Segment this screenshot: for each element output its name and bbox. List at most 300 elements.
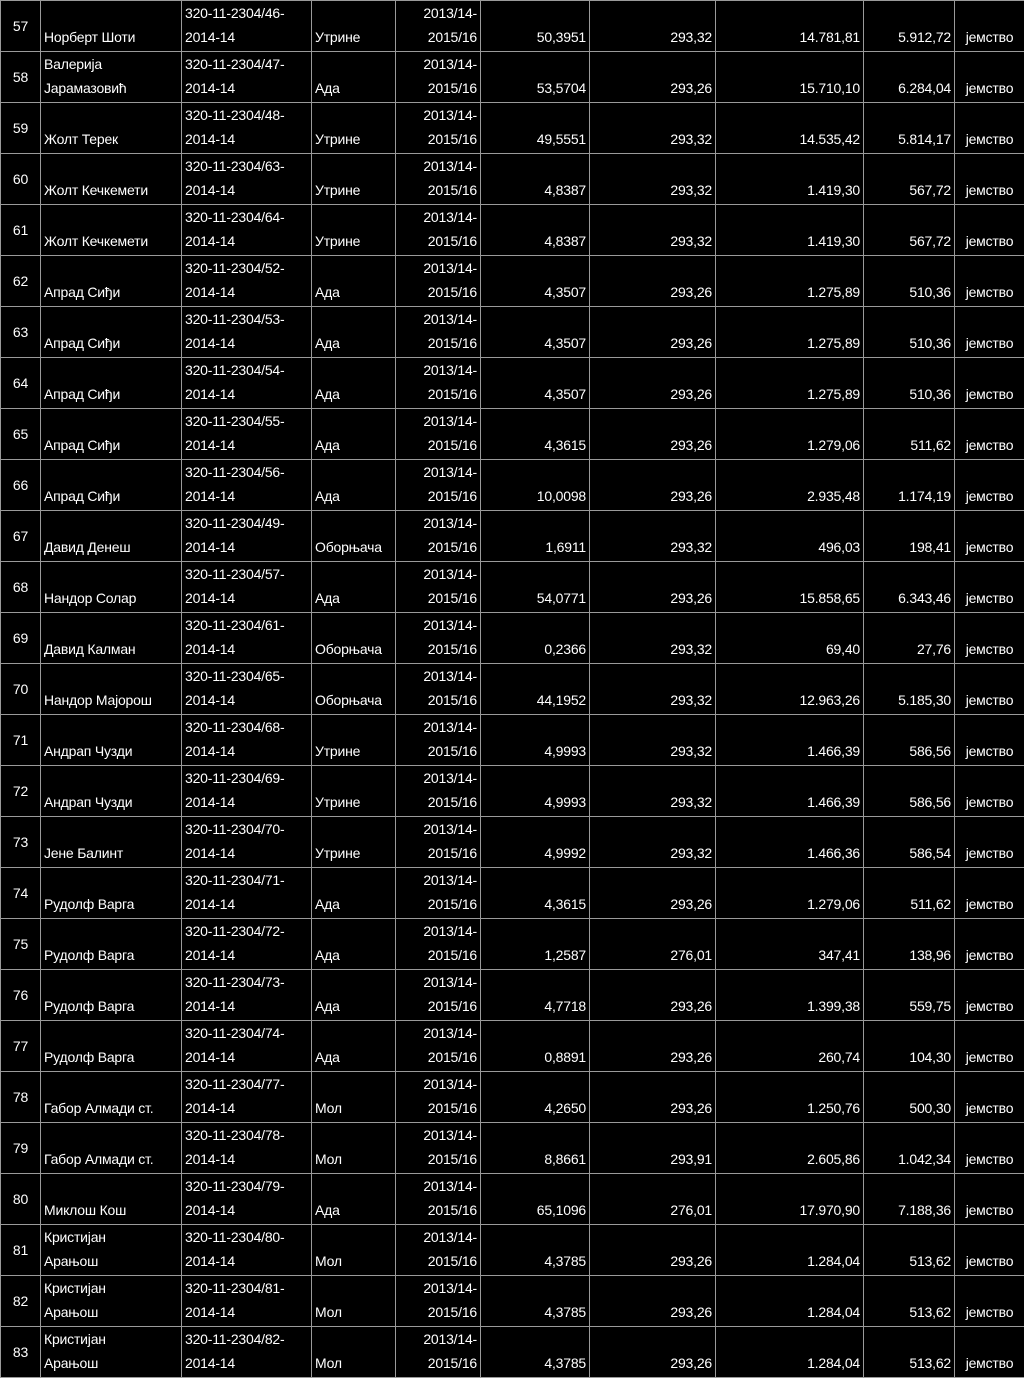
guarantee-type: јемство — [955, 103, 1024, 154]
unit-price: 293,32 — [590, 613, 716, 664]
case-number — [182, 1225, 312, 1276]
deposit-amount: 510,36 — [864, 256, 955, 307]
case-number — [182, 511, 312, 562]
owner-name — [41, 1123, 182, 1174]
guarantee-type: јемство — [955, 766, 1024, 817]
case-number — [182, 154, 312, 205]
guarantee-type: јемство — [955, 919, 1024, 970]
total-amount: 1.284,04 — [716, 1225, 864, 1276]
owner-name — [41, 562, 182, 613]
area-value: 4,9993 — [481, 715, 590, 766]
row-number: 58 — [1, 52, 41, 103]
unit-price: 293,26 — [590, 562, 716, 613]
total-amount: 1.275,89 — [716, 256, 864, 307]
cadastral-place: Ада — [312, 307, 396, 358]
case-number-line: 2014-14 — [185, 586, 311, 610]
case-number-line: 2014-14 — [185, 280, 311, 304]
cadastral-place: Утрине — [312, 817, 396, 868]
deposit-amount: 500,30 — [864, 1072, 955, 1123]
case-number-line: 2014-14 — [185, 1045, 311, 1069]
owner-name — [41, 205, 182, 256]
unit-price: 293,32 — [590, 205, 716, 256]
case-number-line: 320-11-2304/48- — [185, 103, 311, 127]
case-number-line: 2014-14 — [185, 1147, 311, 1171]
lease-period-line: 2015/16 — [399, 484, 477, 508]
case-number-line: 320-11-2304/69- — [185, 766, 311, 790]
unit-price: 293,32 — [590, 766, 716, 817]
lease-period — [396, 460, 481, 511]
lease-period-line: 2015/16 — [399, 1198, 477, 1222]
row-number: 57 — [1, 1, 41, 52]
case-number-line: 320-11-2304/74- — [185, 1021, 311, 1045]
table-row — [1, 256, 1024, 307]
row-number: 66 — [1, 460, 41, 511]
guarantee-type: јемство — [955, 1276, 1024, 1327]
owner-name-line: Габор Алмади ст. — [44, 1096, 178, 1120]
table-row — [1, 103, 1024, 154]
lease-period — [396, 1021, 481, 1072]
row-number: 65 — [1, 409, 41, 460]
owner-name — [41, 256, 182, 307]
table-row — [1, 919, 1024, 970]
case-number — [182, 1327, 312, 1378]
area-value: 4,3507 — [481, 358, 590, 409]
lease-period-line: 2015/16 — [399, 535, 477, 559]
guarantee-type: јемство — [955, 460, 1024, 511]
owner-name — [41, 1021, 182, 1072]
cadastral-place: Ада — [312, 52, 396, 103]
cadastral-place: Ада — [312, 256, 396, 307]
owner-name-line: Жолт Кечкемети — [44, 229, 178, 253]
total-amount: 1.275,89 — [716, 307, 864, 358]
owner-name — [41, 715, 182, 766]
case-number — [182, 613, 312, 664]
guarantee-type: јемство — [955, 307, 1024, 358]
deposit-amount: 198,41 — [864, 511, 955, 562]
case-number — [182, 664, 312, 715]
total-amount: 1.275,89 — [716, 358, 864, 409]
lease-period-line: 2013/14- — [399, 868, 477, 892]
lease-period-line: 2013/14- — [399, 256, 477, 280]
owner-name — [41, 664, 182, 715]
lease-period-line: 2013/14- — [399, 205, 477, 229]
owner-name-line: Габор Алмади ст. — [44, 1147, 178, 1171]
case-number-line: 320-11-2304/63- — [185, 154, 311, 178]
area-value: 8,8661 — [481, 1123, 590, 1174]
case-number-line: 320-11-2304/64- — [185, 205, 311, 229]
unit-price: 293,26 — [590, 307, 716, 358]
total-amount: 347,41 — [716, 919, 864, 970]
cadastral-place: Ада — [312, 919, 396, 970]
unit-price: 293,26 — [590, 52, 716, 103]
table-row — [1, 154, 1024, 205]
lease-period — [396, 1174, 481, 1225]
guarantee-type: јемство — [955, 154, 1024, 205]
lease-period-line: 2013/14- — [399, 970, 477, 994]
table-row — [1, 460, 1024, 511]
lease-period-line: 2015/16 — [399, 1147, 477, 1171]
owner-name — [41, 307, 182, 358]
total-amount: 1.399,38 — [716, 970, 864, 1021]
lease-period — [396, 1072, 481, 1123]
lease-period-line: 2013/14- — [399, 1021, 477, 1045]
case-number — [182, 1174, 312, 1225]
cadastral-place: Мол — [312, 1327, 396, 1378]
owner-name — [41, 1, 182, 52]
deposit-amount: 1.174,19 — [864, 460, 955, 511]
case-number-line: 320-11-2304/61- — [185, 613, 311, 637]
lease-period-line: 2015/16 — [399, 637, 477, 661]
total-amount: 2.935,48 — [716, 460, 864, 511]
unit-price: 293,26 — [590, 868, 716, 919]
total-amount: 1.284,04 — [716, 1276, 864, 1327]
table-row — [1, 409, 1024, 460]
case-number — [182, 1, 312, 52]
owner-name-line: Норберт Шоти — [44, 25, 178, 49]
case-number — [182, 1021, 312, 1072]
area-value: 4,2650 — [481, 1072, 590, 1123]
area-value: 49,5551 — [481, 103, 590, 154]
lease-period — [396, 919, 481, 970]
case-number-line: 2014-14 — [185, 331, 311, 355]
unit-price: 293,26 — [590, 1225, 716, 1276]
owner-name-line: Арањош — [44, 1249, 178, 1273]
case-number-line: 2014-14 — [185, 1198, 311, 1222]
cadastral-place: Утрине — [312, 715, 396, 766]
area-value: 53,5704 — [481, 52, 590, 103]
lease-period — [396, 562, 481, 613]
lease-period-line: 2013/14- — [399, 103, 477, 127]
guarantee-type: јемство — [955, 52, 1024, 103]
unit-price: 293,26 — [590, 256, 716, 307]
cadastral-place: Мол — [312, 1276, 396, 1327]
lease-period-line: 2015/16 — [399, 127, 477, 151]
owner-name-line: Андрап Чузди — [44, 739, 178, 763]
case-number-line: 320-11-2304/54- — [185, 358, 311, 382]
owner-name-line: Кристијан — [44, 1327, 178, 1351]
area-value: 4,3507 — [481, 307, 590, 358]
lease-period-line: 2013/14- — [399, 1, 477, 25]
case-number — [182, 460, 312, 511]
table-row — [1, 664, 1024, 715]
unit-price: 293,26 — [590, 358, 716, 409]
table-row — [1, 1327, 1024, 1378]
table-row — [1, 1276, 1024, 1327]
deposit-amount: 586,56 — [864, 766, 955, 817]
table-row — [1, 1174, 1024, 1225]
unit-price: 293,26 — [590, 409, 716, 460]
owner-name-line: Рудолф Варга — [44, 994, 178, 1018]
lease-period-line: 2013/14- — [399, 409, 477, 433]
case-number-line: 320-11-2304/72- — [185, 919, 311, 943]
total-amount: 1.419,30 — [716, 154, 864, 205]
table-row — [1, 562, 1024, 613]
lease-period-line: 2013/14- — [399, 1174, 477, 1198]
case-number — [182, 1276, 312, 1327]
owner-name-line: Рудолф Варга — [44, 892, 178, 916]
cadastral-place: Ада — [312, 970, 396, 1021]
deposit-amount: 510,36 — [864, 358, 955, 409]
total-amount: 17.970,90 — [716, 1174, 864, 1225]
unit-price: 293,32 — [590, 103, 716, 154]
area-value: 4,7718 — [481, 970, 590, 1021]
lease-period-line: 2015/16 — [399, 1300, 477, 1324]
table-row — [1, 205, 1024, 256]
lease-period-line: 2013/14- — [399, 664, 477, 688]
row-number: 64 — [1, 358, 41, 409]
lease-period — [396, 511, 481, 562]
table-row — [1, 511, 1024, 562]
case-number-line: 320-11-2304/57- — [185, 562, 311, 586]
case-number-line: 320-11-2304/80- — [185, 1225, 311, 1249]
case-number-line: 2014-14 — [185, 688, 311, 712]
cadastral-place: Ада — [312, 868, 396, 919]
case-number-line: 320-11-2304/82- — [185, 1327, 311, 1351]
guarantee-type: јемство — [955, 1327, 1024, 1378]
area-value: 1,6911 — [481, 511, 590, 562]
cadastral-place: Ада — [312, 358, 396, 409]
table-row — [1, 1072, 1024, 1123]
deposit-amount: 559,75 — [864, 970, 955, 1021]
lease-period — [396, 409, 481, 460]
case-number — [182, 562, 312, 613]
deposit-amount: 1.042,34 — [864, 1123, 955, 1174]
table-row — [1, 1, 1024, 52]
unit-price: 293,32 — [590, 511, 716, 562]
deposit-amount: 6.343,46 — [864, 562, 955, 613]
cadastral-place: Оборњача — [312, 511, 396, 562]
lease-period — [396, 154, 481, 205]
deposit-amount: 567,72 — [864, 205, 955, 256]
total-amount: 1.466,39 — [716, 715, 864, 766]
lease-period — [396, 664, 481, 715]
total-amount: 1.284,04 — [716, 1327, 864, 1378]
row-number: 82 — [1, 1276, 41, 1327]
owner-name-line: Арањош — [44, 1300, 178, 1324]
owner-name-line: Јене Балинт — [44, 841, 178, 865]
lease-period-line: 2015/16 — [399, 1351, 477, 1375]
owner-name — [41, 1174, 182, 1225]
owner-name — [41, 1327, 182, 1378]
table-row — [1, 1123, 1024, 1174]
total-amount: 1.279,06 — [716, 868, 864, 919]
case-number-line: 2014-14 — [185, 127, 311, 151]
guarantee-type: јемство — [955, 409, 1024, 460]
lease-period — [396, 205, 481, 256]
case-number-line: 2014-14 — [185, 637, 311, 661]
guarantee-type: јемство — [955, 1123, 1024, 1174]
unit-price: 293,26 — [590, 460, 716, 511]
case-number-line: 320-11-2304/68- — [185, 715, 311, 739]
total-amount: 15.710,10 — [716, 52, 864, 103]
lease-period — [396, 1, 481, 52]
lease-period-line: 2013/14- — [399, 358, 477, 382]
area-value: 4,3507 — [481, 256, 590, 307]
case-number — [182, 409, 312, 460]
owner-name-line: Кристијан — [44, 1276, 178, 1300]
lease-period-line: 2015/16 — [399, 76, 477, 100]
case-number-line: 320-11-2304/73- — [185, 970, 311, 994]
owner-name — [41, 919, 182, 970]
lease-period-line: 2015/16 — [399, 433, 477, 457]
owner-name-line: Жолт Терек — [44, 127, 178, 151]
unit-price: 293,32 — [590, 664, 716, 715]
case-number — [182, 52, 312, 103]
deposit-amount: 138,96 — [864, 919, 955, 970]
area-value: 10,0098 — [481, 460, 590, 511]
lease-period-line: 2013/14- — [399, 1327, 477, 1351]
area-value: 4,8387 — [481, 205, 590, 256]
owner-name-line: Валерија — [44, 52, 178, 76]
unit-price: 293,26 — [590, 1276, 716, 1327]
owner-name-line: Миклош Кош — [44, 1198, 178, 1222]
cadastral-place: Утрине — [312, 1, 396, 52]
deposit-amount: 586,56 — [864, 715, 955, 766]
lease-period-line: 2015/16 — [399, 586, 477, 610]
total-amount: 1.466,36 — [716, 817, 864, 868]
owner-name-line: Апрад Сиђи — [44, 433, 178, 457]
lease-period-line: 2015/16 — [399, 739, 477, 763]
case-number-line: 2014-14 — [185, 790, 311, 814]
lease-period — [396, 1327, 481, 1378]
case-number-line: 2014-14 — [185, 841, 311, 865]
total-amount: 1.279,06 — [716, 409, 864, 460]
area-value: 1,2587 — [481, 919, 590, 970]
owner-name-line: Рудолф Варга — [44, 1045, 178, 1069]
case-number-line: 2014-14 — [185, 1300, 311, 1324]
cadastral-place: Оборњача — [312, 664, 396, 715]
row-number: 63 — [1, 307, 41, 358]
lease-period — [396, 307, 481, 358]
deposit-amount: 7.188,36 — [864, 1174, 955, 1225]
lease-period-line: 2015/16 — [399, 1045, 477, 1069]
case-number-line: 2014-14 — [185, 994, 311, 1018]
guarantee-type: јемство — [955, 817, 1024, 868]
lease-period — [396, 1276, 481, 1327]
owner-name — [41, 52, 182, 103]
lease-period-line: 2013/14- — [399, 919, 477, 943]
row-number: 61 — [1, 205, 41, 256]
row-number: 77 — [1, 1021, 41, 1072]
total-amount: 14.781,81 — [716, 1, 864, 52]
owner-name — [41, 766, 182, 817]
row-number: 69 — [1, 613, 41, 664]
guarantee-type: јемство — [955, 1174, 1024, 1225]
unit-price: 293,26 — [590, 1327, 716, 1378]
deposit-amount: 5.185,30 — [864, 664, 955, 715]
guarantee-type: јемство — [955, 1072, 1024, 1123]
guarantee-type: јемство — [955, 511, 1024, 562]
row-number: 68 — [1, 562, 41, 613]
cadastral-place: Ада — [312, 1021, 396, 1072]
case-number-line: 320-11-2304/46- — [185, 1, 311, 25]
unit-price: 276,01 — [590, 1174, 716, 1225]
owner-name-line: Жолт Кечкемети — [44, 178, 178, 202]
deposit-amount: 513,62 — [864, 1327, 955, 1378]
case-number-line: 320-11-2304/53- — [185, 307, 311, 331]
case-number-line: 320-11-2304/56- — [185, 460, 311, 484]
lease-period-line: 2015/16 — [399, 280, 477, 304]
row-number: 60 — [1, 154, 41, 205]
lease-period — [396, 715, 481, 766]
area-value: 4,3785 — [481, 1276, 590, 1327]
cadastral-place: Мол — [312, 1225, 396, 1276]
deposit-amount: 586,54 — [864, 817, 955, 868]
case-number-line: 2014-14 — [185, 433, 311, 457]
cadastral-place: Утрине — [312, 766, 396, 817]
case-number — [182, 868, 312, 919]
cadastral-place: Оборњача — [312, 613, 396, 664]
case-number-line: 320-11-2304/47- — [185, 52, 311, 76]
unit-price: 293,32 — [590, 817, 716, 868]
lease-period-line: 2015/16 — [399, 943, 477, 967]
case-number-line: 2014-14 — [185, 382, 311, 406]
unit-price: 293,32 — [590, 154, 716, 205]
lease-period — [396, 766, 481, 817]
case-number-line: 2014-14 — [185, 1351, 311, 1375]
row-number: 79 — [1, 1123, 41, 1174]
unit-price: 293,32 — [590, 1, 716, 52]
guarantee-type: јемство — [955, 1, 1024, 52]
case-number — [182, 307, 312, 358]
case-number-line: 2014-14 — [185, 178, 311, 202]
guarantee-type: јемство — [955, 970, 1024, 1021]
total-amount: 1.250,76 — [716, 1072, 864, 1123]
owner-name — [41, 511, 182, 562]
row-number: 83 — [1, 1327, 41, 1378]
owner-name-line: Андрап Чузди — [44, 790, 178, 814]
lease-period-line: 2015/16 — [399, 790, 477, 814]
deposit-amount: 511,62 — [864, 868, 955, 919]
lease-period-line: 2013/14- — [399, 1123, 477, 1147]
area-value: 44,1952 — [481, 664, 590, 715]
case-number-line: 2014-14 — [185, 535, 311, 559]
lease-period-line: 2015/16 — [399, 688, 477, 712]
case-number-line: 2014-14 — [185, 1249, 311, 1273]
case-number — [182, 715, 312, 766]
lease-period — [396, 970, 481, 1021]
lease-period-line: 2015/16 — [399, 382, 477, 406]
row-number: 67 — [1, 511, 41, 562]
case-number-line: 2014-14 — [185, 943, 311, 967]
area-value: 0,8891 — [481, 1021, 590, 1072]
area-value: 4,9993 — [481, 766, 590, 817]
area-value: 4,3785 — [481, 1327, 590, 1378]
case-number-line: 2014-14 — [185, 484, 311, 508]
owner-name — [41, 1072, 182, 1123]
area-value: 4,9992 — [481, 817, 590, 868]
owner-name — [41, 970, 182, 1021]
lease-period — [396, 817, 481, 868]
guarantee-type: јемство — [955, 715, 1024, 766]
total-amount: 260,74 — [716, 1021, 864, 1072]
lease-period — [396, 103, 481, 154]
total-amount: 1.466,39 — [716, 766, 864, 817]
area-value: 4,3785 — [481, 1225, 590, 1276]
unit-price: 293,32 — [590, 715, 716, 766]
lease-period-line: 2015/16 — [399, 841, 477, 865]
deposit-amount: 513,62 — [864, 1225, 955, 1276]
owner-name — [41, 358, 182, 409]
table-row — [1, 613, 1024, 664]
cadastral-place: Утрине — [312, 205, 396, 256]
lease-period — [396, 256, 481, 307]
case-number-line: 2014-14 — [185, 25, 311, 49]
case-number-line: 320-11-2304/81- — [185, 1276, 311, 1300]
case-number — [182, 358, 312, 409]
owner-name-line: Нандор Мајорош — [44, 688, 178, 712]
cadastral-place: Ада — [312, 460, 396, 511]
